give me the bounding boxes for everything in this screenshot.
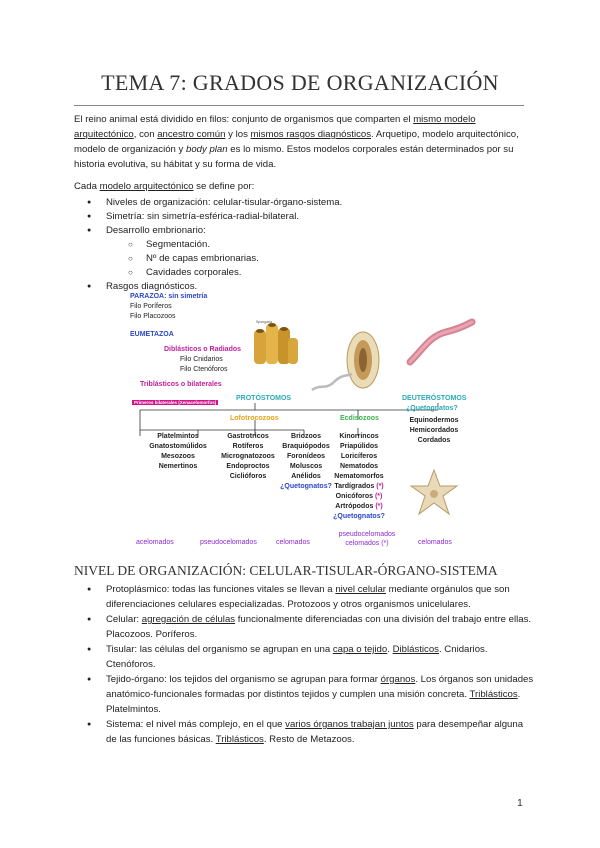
title-divider	[74, 105, 524, 106]
model-lead-text: Cada	[74, 181, 100, 192]
taxon-label: Priapúlidos	[339, 443, 379, 450]
mark-asterisk: (*)	[376, 483, 384, 490]
col-acelomados	[138, 432, 218, 472]
item-text: . Los órganos son unidades anatómico-funcionales formadas por distintos tejidos y cumplen una misión concreta.	[106, 674, 534, 700]
eumetazoa-label: EUMETAZOA	[130, 331, 174, 338]
taxon-label: Loricíferos	[340, 453, 378, 460]
taxon-label: Hemicordados	[409, 427, 459, 434]
bottom-pseudo-ecdi: pseudocelomados	[338, 531, 396, 538]
mark-asterisk: (*)	[374, 493, 383, 500]
taxon-label: Cordados	[417, 437, 451, 444]
intro-paragraph	[74, 112, 529, 172]
quetognatos-deutero: ¿Quetognatos?	[406, 405, 458, 412]
taxon-label: Moluscos	[289, 463, 323, 470]
model-lead-underline: modelo arquitectónico	[99, 181, 194, 192]
taxon-label: Nemertinos	[158, 463, 198, 470]
ecdisozoos-label: Ecdisozoos	[340, 415, 379, 422]
page-number: 1	[517, 797, 523, 809]
col-deuterostomos	[394, 416, 474, 446]
quetognatos-ecdi: ¿Quetognatos?	[333, 513, 385, 520]
filo-ctenoforos-label: Filo Ctenóforos	[180, 366, 228, 373]
col-ecdisozoos	[318, 432, 400, 522]
filo-poriferos-label: Filo Poríferos	[130, 303, 172, 310]
item-underline: Diblásticos	[392, 644, 439, 655]
taxon-label: Artrópodos	[335, 503, 374, 510]
taxon-label: Rotíferos	[232, 443, 264, 450]
bottom-cel-ecdi: celomados (*)	[345, 540, 389, 547]
item-text: Tisular: las células del organismo se agrupan en una	[106, 644, 333, 655]
model-lead	[74, 180, 342, 194]
taxon-label: Endoproctos	[226, 463, 270, 470]
bottom-pseudocelomados: pseudocelomados	[200, 539, 257, 546]
starfish-illustration	[408, 468, 460, 518]
item-text: .	[387, 644, 393, 655]
phylogeny-diagram	[118, 290, 480, 555]
taxon-label: Kinorrincos	[339, 433, 379, 440]
bottom-celomados-deutero: celomados	[418, 539, 452, 546]
intro-underline: ancestro común	[157, 129, 226, 140]
intro-text: es lo mismo. Estos modelos corporales están determinados por su historia evolutiva, su hábitat y su forma de vida.	[74, 144, 514, 170]
list-item	[74, 672, 534, 717]
sponge-caption: Spongaria	[256, 320, 272, 324]
list-item	[74, 612, 534, 642]
item-underline: órganos	[380, 674, 416, 685]
bottom-ecdisozoos	[332, 530, 402, 548]
section-heading: NIVEL DE ORGANIZACIÓN: CELULAR-TISULAR-ÓRGANO-SISTEMA	[74, 563, 498, 578]
bottom-celomados-lofo: celomados	[276, 539, 310, 546]
filo-cnidarios-label: Filo Cnidarios	[180, 356, 223, 363]
model-lead-text: se define por:	[193, 181, 255, 192]
list-item: ● Simetría: sin simetría-esférica-radial-bilateral.	[74, 210, 342, 224]
taxon-label: Nematodos	[339, 463, 379, 470]
badge-xenacelomorfos	[132, 398, 218, 407]
taxon-label: Mesozoos	[161, 453, 195, 460]
taxon-label: Anélidos	[291, 473, 321, 480]
badge-text: Primeros bilaterales (Xenacelomorfos)	[134, 400, 217, 405]
taxon-marked	[318, 482, 400, 492]
list-item: ○ Cavidades corporales.	[74, 266, 342, 280]
intro-text: . Arquetipo, modelo arquitectónico, modelo de organización y	[74, 129, 519, 155]
model-list	[74, 196, 342, 238]
embryo-sublist	[74, 238, 342, 280]
item-underline: agregación de células	[141, 614, 236, 625]
item-text: Sistema: el nivel más complejo, en el que	[106, 719, 286, 730]
taxon-label: Gastrotricos	[227, 433, 269, 440]
intro-text: , con	[133, 129, 158, 140]
triblasticos-label: Triblásticos o bilaterales	[140, 381, 222, 388]
list-item	[74, 582, 534, 612]
intro-underline: mismos rasgos diagnósticos	[250, 129, 372, 140]
levels-list	[74, 582, 534, 747]
list-item: ○ Segmentación.	[74, 238, 342, 252]
parazoa-label: PARAZOA: sin simetría	[130, 293, 208, 300]
mark-asterisk: (*)	[375, 503, 383, 510]
protostomos-label: PROTÓSTOMOS	[236, 395, 292, 402]
taxon-label: Briozoos	[291, 433, 321, 440]
taxon-label: Braquiópodos	[282, 443, 330, 450]
item-text: mediante orgánulos que son diferenciaciones celulares especializadas. Protozoos y otros organismos unicelulares.	[106, 584, 510, 610]
filo-placozoos-label: Filo Placozoos	[130, 313, 176, 320]
intro-italic: body plan	[186, 144, 228, 155]
diblasticos-label: Diblásticos o Radiados	[164, 346, 242, 353]
list-item: ● Rasgos diagnósticos.	[74, 280, 342, 294]
model-section	[74, 180, 342, 294]
taxon-label: Gnatostomúlidos	[149, 443, 207, 450]
item-text: Tejido-órgano: los tejidos del organismo se agrupan para formar	[106, 674, 381, 685]
intro-text: El reino animal está dividido en filos: conjunto de organismos que comparten el	[74, 114, 414, 125]
intro-text: y los	[225, 129, 251, 140]
taxon-label: Ciclióforos	[229, 473, 267, 480]
taxon-label: Equinodermos	[409, 417, 459, 424]
item-underline: Triblásticos	[469, 689, 518, 700]
intro-underline: mismo modelo arquitectónico	[74, 114, 476, 140]
quetognatos-lofo: ¿Quetognatos?	[280, 483, 332, 490]
taxon-marked	[318, 502, 400, 512]
list-item	[74, 642, 534, 672]
list-item: ● Niveles de organización: celular-tisular-órgano-sistema.	[74, 196, 342, 210]
item-underline: varios órganos trabajan juntos	[285, 719, 414, 730]
item-underline: capa o tejido	[332, 644, 388, 655]
bottom-acelomados: acelomados	[136, 539, 174, 546]
item-text: Protoplásmico: todas las funciones vitales se llevan a	[106, 584, 336, 595]
item-text: . Resto de Metazoos.	[263, 734, 355, 745]
item-text: . Cnidarios. Ctenóforos.	[106, 644, 488, 670]
list-item	[74, 717, 534, 747]
taxon-label: Tardígrados	[334, 483, 375, 490]
list-item: ● Desarrollo embrionario:	[74, 224, 342, 238]
item-underline: Triblásticos	[215, 734, 264, 745]
taxon-label: Onicóforos	[335, 493, 373, 500]
item-text: . Platelmintos.	[106, 689, 521, 715]
taxon-label: Nematomorfos	[334, 473, 384, 480]
item-text: para desempeñar alguna de las funciones básicas.	[106, 719, 524, 745]
lofotrocozoos-label: Lofotrocozoos	[230, 415, 279, 422]
taxon-label: Foronídeos	[286, 453, 326, 460]
item-underline: nivel celular	[335, 584, 386, 595]
list-item: ○ Nº de capas embrionarias.	[74, 252, 342, 266]
item-text: funcionalmente diferenciadas con una división del trabajo entre ellas. Placozoos. Poríferos.	[106, 614, 532, 640]
page-title: TEMA 7: GRADOS DE ORGANIZACIÓN	[101, 70, 499, 95]
deuterostomos-label: DEUTERÓSTOMOS	[402, 395, 467, 402]
item-text: Celular:	[106, 614, 142, 625]
taxon-label: Micrognatozoos	[221, 453, 275, 460]
taxon-marked	[318, 492, 400, 502]
taxon-label: Platelmintos	[157, 433, 199, 440]
